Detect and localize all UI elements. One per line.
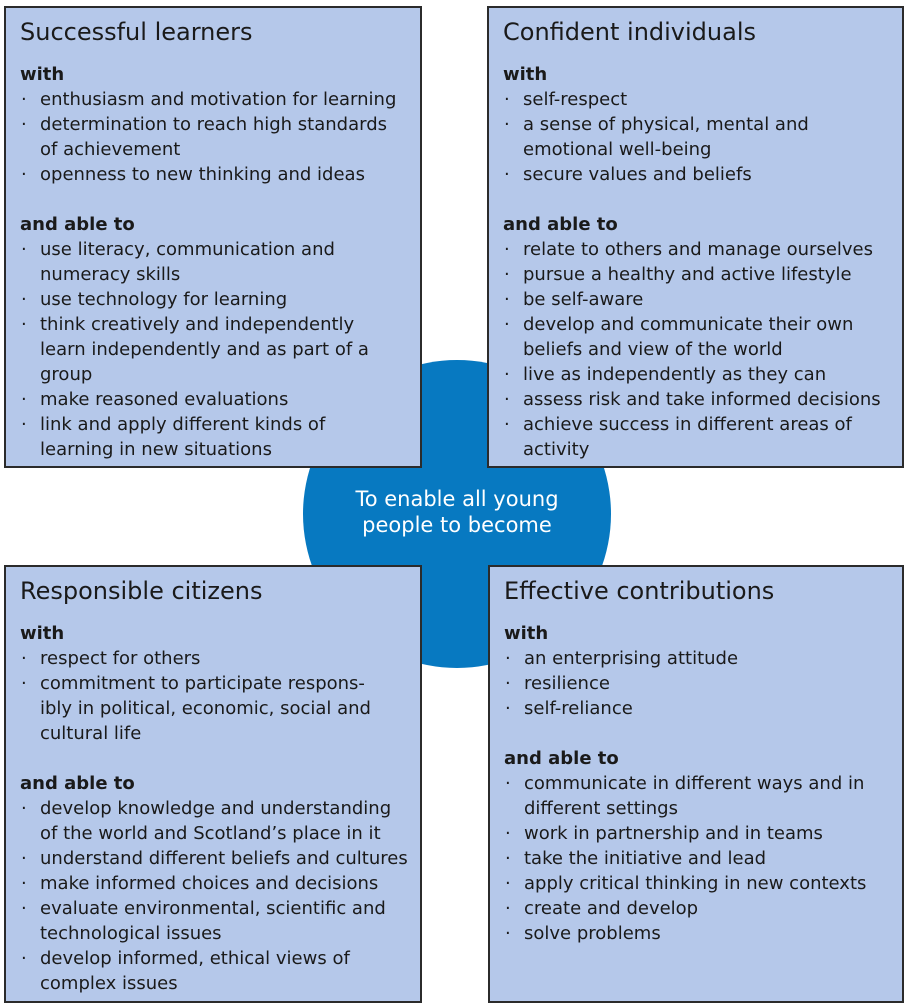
quadrant-title: Successful learners — [20, 18, 253, 46]
able-to-heading: and able to — [20, 214, 135, 235]
list-item: · live as independently as they can — [503, 362, 902, 387]
quadrant-title: Effective contributions — [504, 577, 775, 605]
list-item: · commitment to participate respons- ibly in political, economic, social and cultural life — [20, 671, 420, 746]
list-item: · use technology for learning — [20, 287, 420, 312]
able-to-heading: and able to — [504, 748, 619, 769]
list-item: · assess risk and take informed decisions — [503, 387, 902, 412]
with-heading: with — [20, 64, 65, 85]
list-item: · a sense of physical, mental and emotional well-being — [503, 112, 902, 162]
list-item: · relate to others and manage ourselves — [503, 237, 902, 262]
list-item: · self-respect — [503, 87, 902, 112]
quadrant-successful-learners — [4, 6, 422, 468]
list-item: · understand different beliefs and cultures — [20, 846, 420, 871]
center-label — [303, 486, 611, 538]
list-item: · an enterprising attitude — [504, 646, 902, 671]
list-item: · respect for others — [20, 646, 420, 671]
able-to-list — [20, 796, 420, 996]
list-item: · make informed choices and decisions — [20, 871, 420, 896]
list-item: · achieve success in different areas of activity — [503, 412, 902, 462]
list-item: · take the initiative and lead — [504, 846, 902, 871]
center-label-line-2: people to become — [362, 513, 552, 537]
list-item: · develop knowledge and understanding of the world and Scotland’s place in it — [20, 796, 420, 846]
list-item: · create and develop — [504, 896, 902, 921]
list-item: · solve problems — [504, 921, 902, 946]
with-heading: with — [504, 623, 549, 644]
center-label-line-1: To enable all young — [355, 487, 559, 511]
list-item: · resilience — [504, 671, 902, 696]
quadrant-responsible-citizens — [4, 565, 422, 1003]
list-item: · be self-aware — [503, 287, 902, 312]
list-item: · work in partnership and in teams — [504, 821, 902, 846]
list-item: · think creatively and independently learn independently and as part of a group — [20, 312, 420, 387]
with-list — [20, 646, 420, 746]
with-list — [504, 646, 902, 721]
able-to-list — [504, 771, 902, 946]
able-to-heading: and able to — [20, 773, 135, 794]
quadrant-title: Responsible citizens — [20, 577, 263, 605]
quadrant-confident-individuals — [487, 6, 904, 468]
list-item: · use literacy, communication and numeracy skills — [20, 237, 420, 287]
list-item: · enthusiasm and motivation for learning — [20, 87, 420, 112]
list-item: · secure values and beliefs — [503, 162, 902, 187]
list-item: · make reasoned evaluations — [20, 387, 420, 412]
quadrant-title: Confident individuals — [503, 18, 756, 46]
list-item: · develop informed, ethical views of complex issues — [20, 946, 420, 996]
able-to-list — [503, 237, 902, 462]
with-list — [20, 87, 420, 187]
list-item: · apply critical thinking in new contexts — [504, 871, 902, 896]
list-item: · evaluate environmental, scientific and technological issues — [20, 896, 420, 946]
able-to-heading: and able to — [503, 214, 618, 235]
list-item: · determination to reach high standards of achievement — [20, 112, 420, 162]
with-heading: with — [20, 623, 65, 644]
able-to-list — [20, 237, 420, 462]
quadrant-effective-contributions — [488, 565, 904, 1003]
list-item: · develop and communicate their own beliefs and view of the world — [503, 312, 902, 362]
with-heading: with — [503, 64, 548, 85]
list-item: · pursue a healthy and active lifestyle — [503, 262, 902, 287]
list-item: · self-reliance — [504, 696, 902, 721]
list-item: · link and apply different kinds of learning in new situations — [20, 412, 420, 462]
with-list — [503, 87, 902, 187]
list-item: · openness to new thinking and ideas — [20, 162, 420, 187]
list-item: · communicate in different ways and in different settings — [504, 771, 902, 821]
